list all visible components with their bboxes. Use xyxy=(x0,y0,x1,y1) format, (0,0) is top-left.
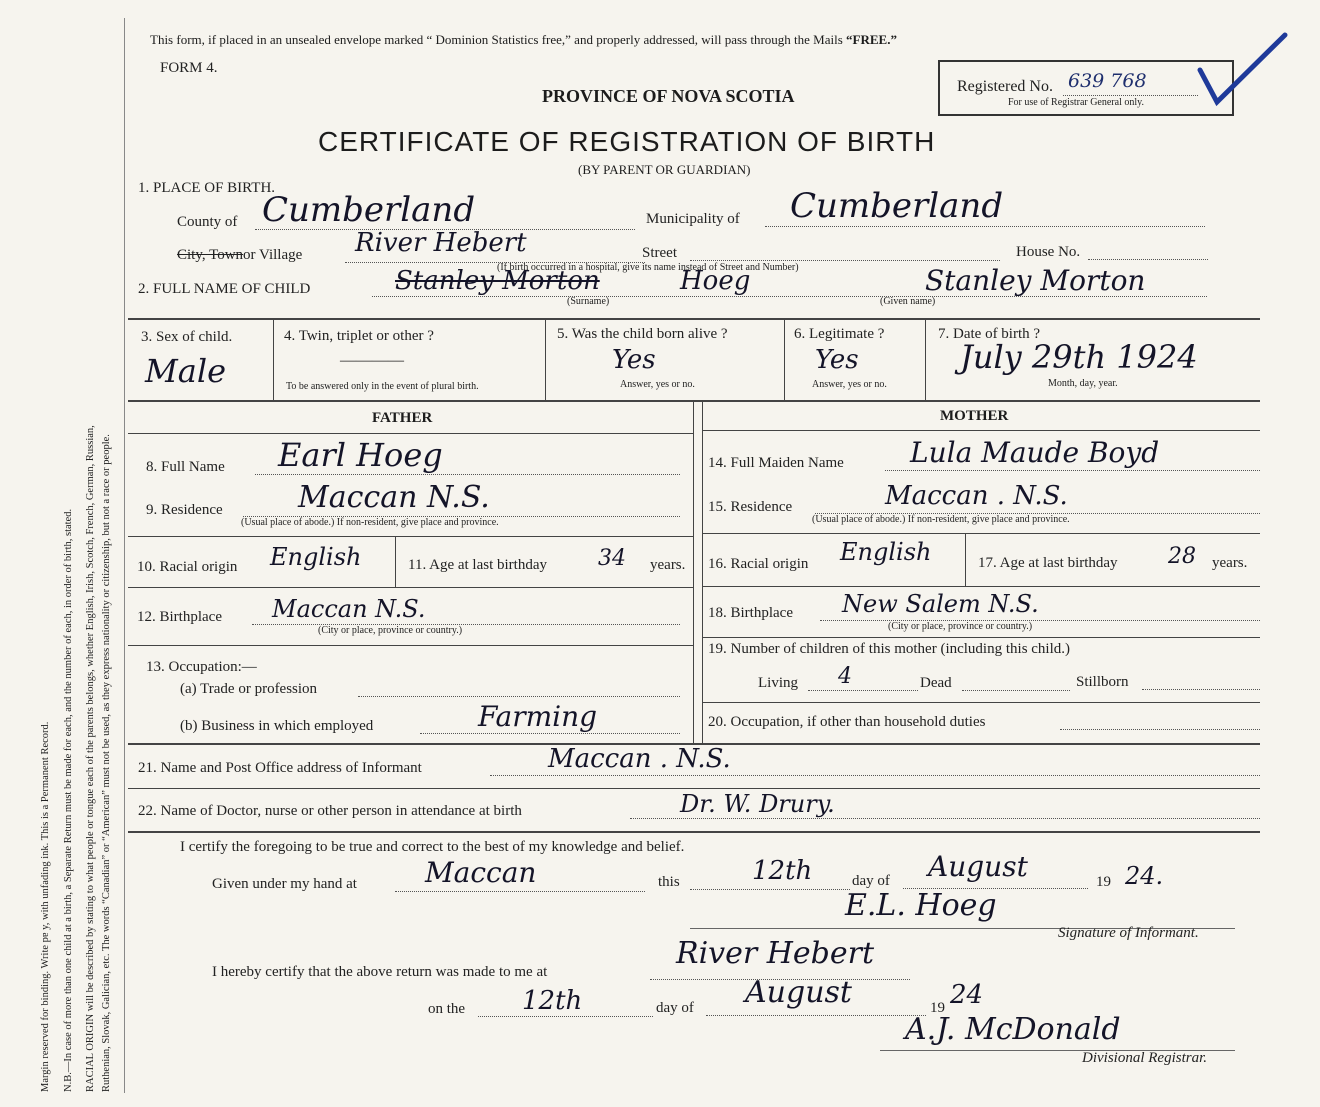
registrar-signature: A.J. McDonald xyxy=(905,1012,1121,1047)
legitimate-value: Yes xyxy=(815,345,859,375)
struck-child-name: Stanley Morton xyxy=(395,266,600,296)
mother-racial-value: English xyxy=(840,538,932,566)
twin-label: 4. Twin, triplet or other ? xyxy=(284,328,434,344)
twin-note: To be answered only in the event of plural birth. xyxy=(286,381,479,392)
house-no-label: House No. xyxy=(1016,244,1081,260)
city-town-label: City, Townor Village xyxy=(177,247,303,263)
given-label: Given under my hand at xyxy=(212,876,357,892)
registrar-day-value: 12th xyxy=(522,986,583,1016)
county-value: Cumberland xyxy=(262,190,476,230)
municipality-value: Cumberland xyxy=(790,186,1004,226)
informant-value: Maccan . N.S. xyxy=(548,744,731,774)
margin-border xyxy=(124,18,125,1093)
certify-dayof-label: day of xyxy=(852,873,890,889)
occupation-label: 13. Occupation:— xyxy=(146,659,257,675)
dob-note: Month, day, year. xyxy=(1048,378,1118,389)
father-residence-note: (Usual place of abode.) If non-resident, give place and province. xyxy=(241,517,499,528)
margin-note-binding: Margin reserved for binding. Write pɐ y, with unfading ink. This is a Permanent Record. xyxy=(40,721,51,1092)
child-given-name-value: Stanley Morton xyxy=(925,264,1146,297)
sex-value: Male xyxy=(145,352,227,390)
municipality-label: Municipality of xyxy=(646,211,740,227)
father-age-years: years. xyxy=(650,557,686,573)
mother-racial-label: 16. Racial origin xyxy=(708,556,809,572)
twin-value: ———— xyxy=(340,352,404,369)
sex-label: 3. Sex of child. xyxy=(141,329,233,345)
certify-year-value: 24. xyxy=(1125,862,1164,890)
registered-number: 639 768 xyxy=(1068,70,1147,92)
margin-note-racial-origin: RACIAL ORIGIN will be described by stating to what people or tongue each of the parents belongs, whether English, Irish, Scotch, French, German, Russian, xyxy=(85,425,96,1092)
registrar-on-label: on the xyxy=(428,1001,466,1017)
born-alive-note: Answer, yes or no. xyxy=(620,379,695,390)
mail-notice: This form, if placed in an unsealed envelope marked “ Dominion Statistics free,” and properly addressed, will pass through the Mails “FREE.” xyxy=(150,32,897,47)
mother-age-years: years. xyxy=(1212,555,1248,571)
registrar-text: I hereby certify that the above return was made to me at xyxy=(212,964,548,980)
registrar-signature-label: Divisional Registrar. xyxy=(1082,1050,1208,1066)
child-surname-value: Hoeg xyxy=(680,266,751,296)
margin-note-multiple-births: N.B.—In case of more than one child at a birth, a Separate Return must be made for each, and the number of each, in order of birth, stated. xyxy=(63,508,74,1092)
father-age-label: 11. Age at last birthday xyxy=(408,557,547,573)
dob-value: July 29th 1924 xyxy=(960,338,1198,376)
mother-birthplace-label: 18. Birthplace xyxy=(708,605,793,621)
mother-birthplace-value: New Salem N.S. xyxy=(842,590,1039,618)
checkmark-icon xyxy=(1195,30,1290,110)
registrar-month-value: August xyxy=(745,975,852,1010)
doctor-label: 22. Name of Doctor, nurse or other person in attendance at birth xyxy=(138,803,522,819)
father-racial-value: English xyxy=(270,543,362,571)
born-alive-label: 5. Was the child born alive ? xyxy=(557,326,728,342)
county-label: County of xyxy=(177,214,238,230)
business-value: Farming xyxy=(478,700,598,733)
certificate-title: CERTIFICATE OF REGISTRATION OF BIRTH xyxy=(318,126,936,157)
form-number: FORM 4. xyxy=(160,60,218,76)
doctor-value: Dr. W. Drury. xyxy=(680,790,835,818)
living-label: Living xyxy=(758,675,798,691)
stillborn-label: Stillborn xyxy=(1076,674,1129,690)
father-name-label: 8. Full Name xyxy=(146,459,225,475)
surname-note: (Surname) xyxy=(567,296,610,307)
mother-residence-label: 15. Residence xyxy=(708,499,793,515)
mother-age-label: 17. Age at last birthday xyxy=(978,555,1118,571)
registrar-year-value: 24 xyxy=(950,980,984,1010)
certify-text: I certify the foregoing to be true and correct to the best of my knowledge and belief. xyxy=(180,839,685,855)
hospital-note: (If birth occurred in a hospital, give its name instead of Street and Number) xyxy=(497,262,799,273)
mother-residence-value: Maccan . N.S. xyxy=(885,481,1068,511)
father-birthplace-note: (City or place, province or country.) xyxy=(318,625,463,636)
registered-label: Registered No. xyxy=(957,78,1053,95)
father-name-value: Earl Hoeg xyxy=(278,436,443,474)
given-name-note: (Given name) xyxy=(880,296,936,307)
father-birthplace-value: Maccan N.S. xyxy=(272,595,426,623)
certify-day-value: 12th xyxy=(752,856,813,886)
father-heading: FATHER xyxy=(372,410,433,426)
trade-label: (a) Trade or profession xyxy=(180,681,318,697)
informant-label: 21. Name and Post Office address of Informant xyxy=(138,760,422,776)
father-residence-value: Maccan N.S. xyxy=(298,480,490,515)
father-racial-label: 10. Racial origin xyxy=(137,559,238,575)
business-label: (b) Business in which employed xyxy=(180,718,374,734)
mother-age-value: 28 xyxy=(1168,544,1196,569)
this-label: this xyxy=(658,874,680,890)
legitimate-note: Answer, yes or no. xyxy=(812,379,887,390)
informant-signature: E.L. Hoeg xyxy=(845,888,997,923)
mother-heading: MOTHER xyxy=(940,408,1009,424)
registrar-year-prefix: 19 xyxy=(930,1000,945,1016)
certify-month-value: August xyxy=(928,850,1028,883)
children-count-label: 19. Number of children of this mother (including this child.) xyxy=(708,641,1071,657)
father-age-value: 34 xyxy=(598,546,626,571)
registrar-general-note: For use of Registrar General only. xyxy=(1008,97,1144,108)
registrar-place-value: River Hebert xyxy=(676,936,875,971)
father-residence-label: 9. Residence xyxy=(146,502,223,518)
province-heading: PROVINCE OF NOVA SCOTIA xyxy=(542,86,795,106)
village-value: River Hebert xyxy=(355,228,527,258)
mother-name-value: Lula Maude Boyd xyxy=(910,436,1160,469)
place-of-birth-label: 1. PLACE OF BIRTH. xyxy=(138,180,276,196)
margin-note-racial-origin-cont: Ruthenian, Slovak, Galician, etc. The words “Canadian” or “American” must not be used, as they express nationality or citizenship, but not a race or people. xyxy=(101,434,112,1092)
mother-residence-note: (Usual place of abode.) If non-resident, give place and province. xyxy=(812,514,1070,525)
living-value: 4 xyxy=(838,664,852,689)
mother-name-label: 14. Full Maiden Name xyxy=(708,455,844,471)
father-birthplace-label: 12. Birthplace xyxy=(137,609,222,625)
given-place-value: Maccan xyxy=(425,856,537,889)
born-alive-value: Yes xyxy=(612,345,656,375)
legitimate-label: 6. Legitimate ? xyxy=(794,326,885,342)
registrar-dayof-label: day of xyxy=(656,1000,694,1016)
dob-label: 7. Date of birth ? xyxy=(938,326,1041,342)
dead-label: Dead xyxy=(920,675,952,691)
informant-signature-label: Signature of Informant. xyxy=(1058,925,1199,941)
mother-occupation-label: 20. Occupation, if other than household duties xyxy=(708,714,986,730)
certificate-subtitle: (BY PARENT OR GUARDIAN) xyxy=(578,162,751,177)
child-name-label: 2. FULL NAME OF CHILD xyxy=(138,281,311,297)
street-label: Street xyxy=(642,245,677,261)
mother-birthplace-note: (City or place, province or country.) xyxy=(888,621,1033,632)
certify-year-prefix: 19 xyxy=(1096,874,1111,890)
